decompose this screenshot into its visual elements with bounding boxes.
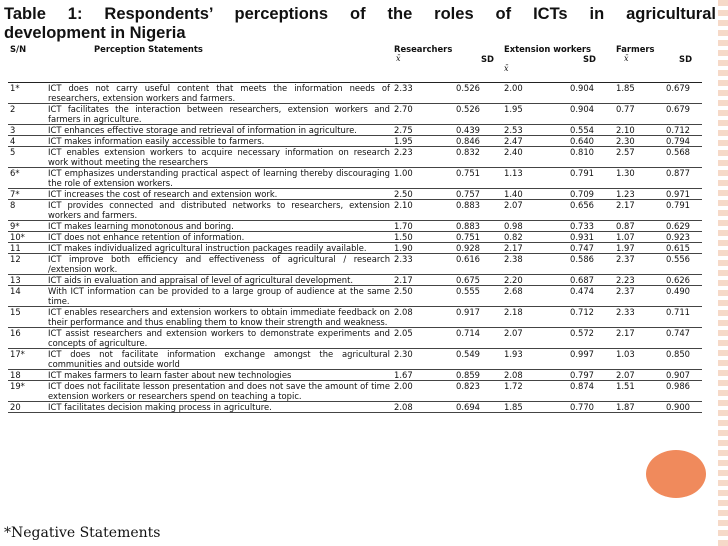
cell-extension-mean: 2.07	[502, 328, 556, 349]
table-row	[8, 168, 702, 189]
table-row	[8, 286, 702, 307]
cell-researchers-mean: 1.95	[392, 136, 442, 147]
cell-statement: ICT does not enhance retention of information.	[46, 232, 392, 243]
cell-statement: ICT facilitates decision making process in agriculture.	[46, 402, 392, 413]
cell-extension-mean: 1.40	[502, 189, 556, 200]
header-farmers-label: Farmers	[616, 44, 655, 54]
header-farmers-mean: x̄	[624, 54, 629, 63]
cell-researchers-mean: 2.00	[392, 381, 442, 402]
cell-farmers-mean: 2.17	[614, 328, 656, 349]
cell-statement: ICT does not facilitate information exchange amongst the agricultural communities and outside world	[48, 349, 390, 369]
cell-researchers-mean: 2.33	[392, 83, 442, 104]
cell-researchers-sd: 0.928	[442, 243, 502, 254]
cell-farmers-mean: 2.23	[614, 275, 656, 286]
cell-statement: ICT does not carry useful content that meets the information needs of researchers, extension workers and farmers.	[48, 83, 390, 103]
cell-farmers-sd: 0.490	[656, 286, 702, 307]
cell-farmers-mean: 2.37	[614, 254, 656, 275]
title-line-1: Table 1: Respondents’ perceptions of the roles of ICTs in agricultural	[4, 5, 716, 23]
cell-researchers-mean: 1.67	[392, 370, 442, 381]
cell-sn: 1*	[8, 83, 46, 104]
cell-sn: 10*	[8, 232, 46, 243]
cell-extension-mean: 1.95	[502, 104, 556, 125]
cell-extension-mean: 2.00	[502, 83, 556, 104]
table-header-row	[8, 44, 702, 83]
cell-extension-sd: 0.791	[556, 168, 614, 189]
header-farmers-sd: SD	[679, 54, 693, 64]
cell-researchers-sd: 0.526	[442, 104, 502, 125]
cell-extension-mean: 2.08	[502, 370, 556, 381]
cell-farmers-mean: 1.51	[614, 381, 656, 402]
table-row	[8, 381, 702, 402]
cell-researchers-sd: 0.757	[442, 189, 502, 200]
table-row	[8, 136, 702, 147]
cell-extension-mean: 1.93	[502, 349, 556, 370]
cell-extension-sd: 0.770	[556, 402, 614, 413]
header-statement: Perception Statements	[46, 44, 392, 83]
cell-farmers-mean: 1.87	[614, 402, 656, 413]
cell-researchers-sd: 0.616	[442, 254, 502, 275]
table-row	[8, 232, 702, 243]
cell-extension-mean: 2.40	[502, 147, 556, 168]
cell-extension-mean: 2.18	[502, 307, 556, 328]
cell-extension-sd: 0.874	[556, 381, 614, 402]
table-row	[8, 275, 702, 286]
cell-farmers-sd: 0.711	[656, 307, 702, 328]
cell-sn: 19*	[8, 381, 46, 402]
cell-statement: ICT aids in evaluation and appraisal of level of agricultural development.	[46, 275, 392, 286]
cell-farmers-mean: 2.37	[614, 286, 656, 307]
table-row	[8, 402, 702, 413]
header-extension-mean: x̄	[504, 64, 509, 73]
cell-farmers-mean: 1.85	[614, 83, 656, 104]
cell-statement: ICT facilitates the interaction between researchers, extension workers and farmers in agriculture.	[48, 104, 390, 124]
header-farmers	[614, 44, 702, 83]
cell-researchers-mean: 1.90	[392, 243, 442, 254]
cell-researchers-mean: 2.50	[392, 286, 442, 307]
cell-farmers-mean: 2.30	[614, 136, 656, 147]
header-extension-sd: SD	[583, 54, 596, 64]
cell-extension-mean: 2.07	[502, 200, 556, 221]
cell-sn: 16	[8, 328, 46, 349]
cell-researchers-mean: 2.08	[392, 402, 442, 413]
cell-researchers-mean: 2.05	[392, 328, 442, 349]
cell-farmers-sd: 0.877	[656, 168, 702, 189]
cell-farmers-sd: 0.850	[656, 349, 702, 370]
cell-statement: ICT makes information easily accessible to farmers.	[46, 136, 392, 147]
cell-farmers-sd: 0.794	[656, 136, 702, 147]
cell-researchers-mean: 2.33	[392, 254, 442, 275]
cell-statement: ICT does not facilitate lesson presentation and does not save the amount of time extension workers or researchers spend on teaching a topic.	[48, 381, 390, 401]
cell-farmers-mean: 0.87	[614, 221, 656, 232]
cell-researchers-mean: 1.00	[392, 168, 442, 189]
cell-farmers-sd: 0.556	[656, 254, 702, 275]
cell-researchers-sd: 0.883	[442, 221, 502, 232]
table-row	[8, 147, 702, 168]
cell-farmers-sd: 0.791	[656, 200, 702, 221]
cell-farmers-sd: 0.907	[656, 370, 702, 381]
cell-researchers-mean: 2.23	[392, 147, 442, 168]
cell-statement: ICT enables extension workers to acquire necessary information on research work without meeting the researchers	[48, 147, 390, 167]
cell-researchers-sd: 0.526	[442, 83, 502, 104]
perceptions-table	[8, 44, 702, 413]
cell-extension-mean: 2.53	[502, 125, 556, 136]
cell-researchers-sd: 0.675	[442, 275, 502, 286]
cell-researchers-mean: 2.08	[392, 307, 442, 328]
cell-farmers-mean: 2.57	[614, 147, 656, 168]
cell-sn: 17*	[8, 349, 46, 370]
cell-extension-sd: 0.640	[556, 136, 614, 147]
cell-extension-sd: 0.572	[556, 328, 614, 349]
cell-sn: 14	[8, 286, 46, 307]
cell-statement: ICT makes learning monotonous and boring.	[46, 221, 392, 232]
table-row	[8, 254, 702, 275]
cell-sn: 6*	[8, 168, 46, 189]
cell-extension-mean: 2.20	[502, 275, 556, 286]
cell-farmers-sd: 0.615	[656, 243, 702, 254]
cell-extension-sd: 0.554	[556, 125, 614, 136]
cell-extension-mean: 1.13	[502, 168, 556, 189]
cell-extension-mean: 2.38	[502, 254, 556, 275]
cell-statement: ICT improve both efficiency and effectiveness of agricultural / research /extension work.	[48, 254, 390, 274]
cell-extension-sd: 0.797	[556, 370, 614, 381]
cell-sn: 11	[8, 243, 46, 254]
cell-researchers-sd: 0.439	[442, 125, 502, 136]
cell-extension-mean: 2.47	[502, 136, 556, 147]
cell-sn: 2	[8, 104, 46, 125]
cell-extension-mean: 1.72	[502, 381, 556, 402]
cell-sn: 4	[8, 136, 46, 147]
table-row	[8, 243, 702, 254]
cell-researchers-sd: 0.823	[442, 381, 502, 402]
table-row	[8, 307, 702, 328]
cell-farmers-mean: 2.33	[614, 307, 656, 328]
cell-farmers-sd: 0.900	[656, 402, 702, 413]
footnote: *Negative Statements	[4, 525, 161, 541]
cell-researchers-mean: 2.10	[392, 200, 442, 221]
cell-extension-sd: 0.712	[556, 307, 614, 328]
cell-extension-mean: 2.68	[502, 286, 556, 307]
cell-researchers-sd: 0.694	[442, 402, 502, 413]
cell-researchers-sd: 0.917	[442, 307, 502, 328]
cell-farmers-mean: 1.07	[614, 232, 656, 243]
cell-farmers-sd: 0.986	[656, 381, 702, 402]
header-extension	[502, 44, 614, 83]
cell-farmers-mean: 1.30	[614, 168, 656, 189]
cell-farmers-sd: 0.626	[656, 275, 702, 286]
cell-sn: 5	[8, 147, 46, 168]
cell-extension-sd: 0.931	[556, 232, 614, 243]
cell-extension-sd: 0.810	[556, 147, 614, 168]
cell-extension-sd: 0.687	[556, 275, 614, 286]
cell-farmers-sd: 0.568	[656, 147, 702, 168]
header-extension-label: Extension workers	[504, 44, 592, 54]
cell-extension-mean: 2.17	[502, 243, 556, 254]
cell-statement: ICT makes individualized agricultural instruction packages readily available.	[46, 243, 392, 254]
highlight-marker	[646, 450, 706, 498]
cell-researchers-sd: 0.846	[442, 136, 502, 147]
cell-statement: ICT provides connected and distributed networks to researchers, extension workers and farmers.	[48, 200, 390, 220]
cell-sn: 8	[8, 200, 46, 221]
cell-farmers-mean: 2.17	[614, 200, 656, 221]
cell-researchers-mean: 1.70	[392, 221, 442, 232]
cell-statement: ICT enhances effective storage and retrieval of information in agriculture.	[46, 125, 392, 136]
cell-farmers-sd: 0.712	[656, 125, 702, 136]
cell-farmers-mean: 0.77	[614, 104, 656, 125]
cell-extension-sd: 0.474	[556, 286, 614, 307]
cell-sn: 3	[8, 125, 46, 136]
cell-farmers-mean: 2.10	[614, 125, 656, 136]
cell-farmers-sd: 0.747	[656, 328, 702, 349]
cell-researchers-sd: 0.714	[442, 328, 502, 349]
cell-statement: ICT assist researchers and extension workers to demonstrate experiments and concepts of agriculture.	[48, 328, 390, 348]
table-row	[8, 328, 702, 349]
cell-extension-mean: 1.85	[502, 402, 556, 413]
cell-sn: 13	[8, 275, 46, 286]
cell-researchers-mean: 2.50	[392, 189, 442, 200]
cell-researchers-sd: 0.832	[442, 147, 502, 168]
cell-sn: 12	[8, 254, 46, 275]
table-row	[8, 83, 702, 104]
cell-farmers-mean: 2.07	[614, 370, 656, 381]
table-row	[8, 200, 702, 221]
cell-extension-sd: 0.747	[556, 243, 614, 254]
cell-sn: 15	[8, 307, 46, 328]
cell-farmers-sd: 0.923	[656, 232, 702, 243]
cell-researchers-sd: 0.549	[442, 349, 502, 370]
cell-researchers-sd: 0.883	[442, 200, 502, 221]
cell-researchers-sd: 0.555	[442, 286, 502, 307]
cell-farmers-mean: 1.23	[614, 189, 656, 200]
table-body	[8, 83, 702, 413]
cell-farmers-mean: 1.03	[614, 349, 656, 370]
cell-sn: 18	[8, 370, 46, 381]
cell-sn: 7*	[8, 189, 46, 200]
header-sn: S/N	[8, 44, 46, 83]
cell-farmers-mean: 1.97	[614, 243, 656, 254]
header-researchers-label: Researchers	[394, 44, 453, 54]
header-researchers-sd: SD	[481, 54, 494, 64]
cell-statement: ICT enables researchers and extension workers to obtain immediate feedback on their performance and thus enabling them to know their strength and weakness.	[48, 307, 390, 327]
table-title	[4, 5, 716, 43]
cell-extension-mean: 0.98	[502, 221, 556, 232]
cell-extension-sd: 0.656	[556, 200, 614, 221]
cell-statement: ICT emphasizes understanding practical aspect of learning thereby discouraging the role of extension workers.	[48, 168, 390, 188]
cell-researchers-mean: 2.75	[392, 125, 442, 136]
cell-farmers-sd: 0.679	[656, 83, 702, 104]
cell-researchers-mean: 1.50	[392, 232, 442, 243]
header-researchers-mean: x̄	[396, 54, 401, 63]
cell-researchers-mean: 2.30	[392, 349, 442, 370]
cell-researchers-sd: 0.751	[442, 168, 502, 189]
cell-extension-sd: 0.586	[556, 254, 614, 275]
table-row	[8, 349, 702, 370]
cell-statement: ICT makes farmers to learn faster about new technologies	[46, 370, 392, 381]
title-line-2: development in Nigeria	[4, 24, 186, 42]
cell-sn: 20	[8, 402, 46, 413]
cell-statement: ICT increases the cost of research and extension work.	[46, 189, 392, 200]
cell-researchers-sd: 0.751	[442, 232, 502, 243]
cell-farmers-sd: 0.679	[656, 104, 702, 125]
cell-researchers-sd: 0.859	[442, 370, 502, 381]
table-row	[8, 221, 702, 232]
cell-sn: 9*	[8, 221, 46, 232]
cell-researchers-mean: 2.70	[392, 104, 442, 125]
cell-extension-mean: 0.82	[502, 232, 556, 243]
cell-extension-sd: 0.733	[556, 221, 614, 232]
table-row	[8, 104, 702, 125]
table-row	[8, 125, 702, 136]
cell-farmers-sd: 0.629	[656, 221, 702, 232]
header-researchers	[392, 44, 502, 83]
cell-extension-sd: 0.904	[556, 83, 614, 104]
cell-extension-sd: 0.709	[556, 189, 614, 200]
cell-extension-sd: 0.997	[556, 349, 614, 370]
slide-edge-decoration	[718, 0, 728, 546]
table-row	[8, 370, 702, 381]
cell-statement: With ICT information can be provided to a large group of audience at the same time.	[48, 286, 390, 306]
cell-researchers-mean: 2.17	[392, 275, 442, 286]
cell-extension-sd: 0.904	[556, 104, 614, 125]
cell-farmers-sd: 0.971	[656, 189, 702, 200]
table-row	[8, 189, 702, 200]
